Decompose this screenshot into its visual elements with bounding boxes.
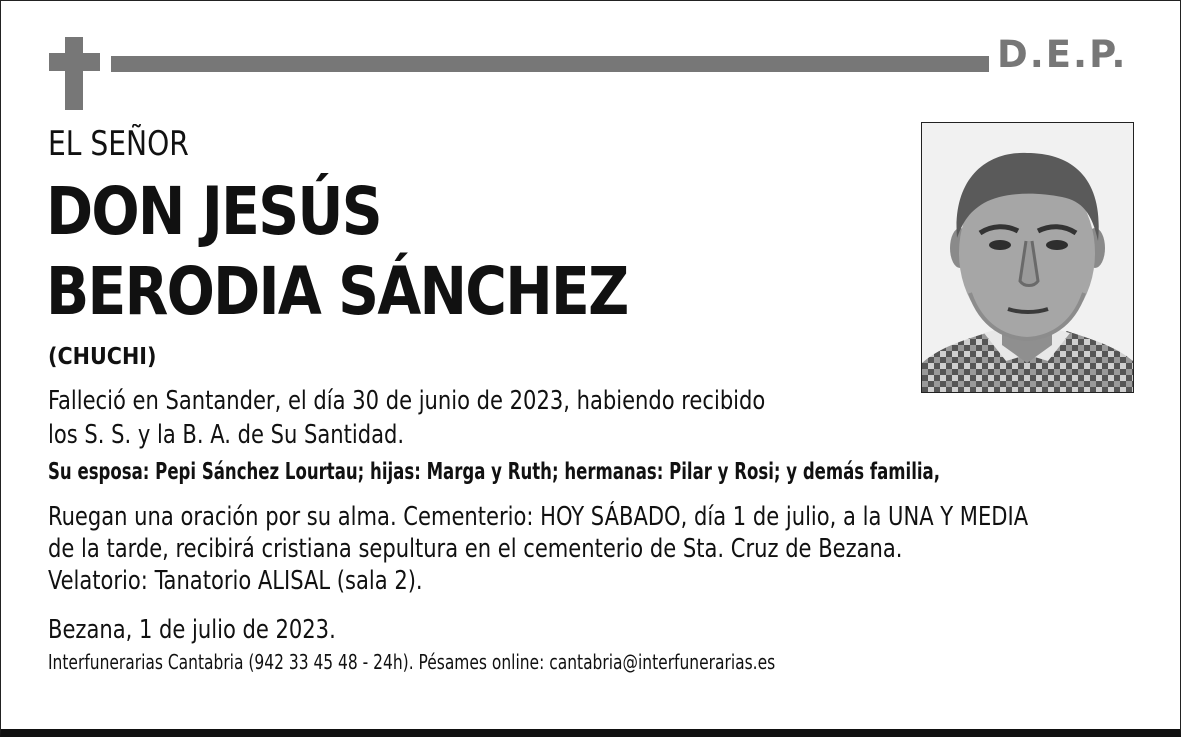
funeral-home-contact: Interfunerarias Cantabria (942 33 45 48 - 24h). Pésames online: cantabria@interfunerarias.es — [48, 650, 776, 674]
deceased-name-line-2: BERODIA SÁNCHEZ — [46, 253, 628, 330]
death-details — [48, 384, 765, 452]
deceased-name-line-1: DON JESÚS — [46, 173, 381, 250]
cross-icon-horizontal-bar — [49, 53, 100, 71]
cross-icon-vertical-bar — [65, 37, 83, 110]
place-and-date: Bezana, 1 de julio de 2023. — [48, 615, 336, 645]
funeral-details-line: Velatorio: Tanatorio ALISAL (sala 2). — [48, 566, 423, 596]
family-members: Su esposa: Pepi Sánchez Lourtau; hijas: Marga y Ruth; hermanas: Pilar y Rosi; y demás familia, — [48, 459, 941, 485]
death-details-line: los S. S. y la B. A. de Su Santidad. — [48, 420, 405, 450]
header-rule — [111, 56, 989, 72]
funeral-details-line: de la tarde, recibirá cristiana sepultura en el cementerio de Sta. Cruz de Bezana. — [48, 534, 903, 564]
funeral-details — [48, 501, 1028, 597]
honorific: EL SEÑOR — [48, 124, 189, 164]
dep-label: D.E.P. — [997, 33, 1128, 76]
nickname: (CHUCHI) — [48, 344, 157, 370]
funeral-details-line: Ruegan una oración por su alma. Cementerio: HOY SÁBADO, día 1 de julio, a la UNA Y MEDIA — [48, 502, 1029, 532]
portrait-photo — [921, 122, 1134, 393]
death-details-line: Falleció en Santander, el día 30 de junio de 2023, habiendo recibido — [48, 386, 766, 416]
portrait-image — [922, 123, 1133, 392]
